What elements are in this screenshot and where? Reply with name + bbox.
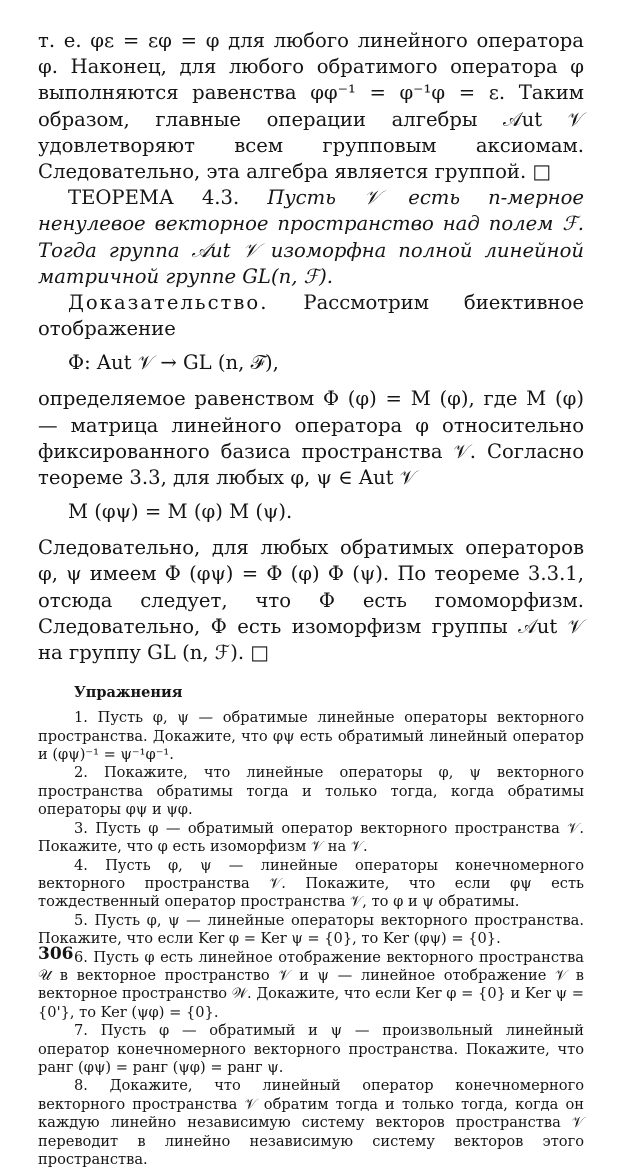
paragraph-1: т. е. φε = εφ = φ для любого линейного оператора φ. Наконец, для любого обратимого оператора φ выполняются равенства φφ⁻¹ = φ⁻¹φ = ε. Таким образом, главные операции алгебры 𝒜ut 𝒱 удовлетворяют всем групповым аксиомам. Следовательно, эта алгебра является группой. □ bbox=[38, 29, 584, 184]
exercises-heading: Упражнения bbox=[74, 684, 183, 702]
theorem-label: ТЕОРЕМА 4.3. bbox=[68, 186, 240, 210]
theorem-statement: Пусть 𝒱 есть n-мерное ненулевое векторное пространство над полем ℱ. Тогда группа 𝒜ut 𝒱 изоморфна полной линейной матричной группе GL(n, ℱ). bbox=[38, 186, 584, 288]
exercise-4: 4. Пусть φ, ψ — линейные операторы конечномерного векторного пространства 𝒱. Покажите, что если φψ есть тождественный оператор пространства 𝒱, то φ и ψ обратимы. bbox=[38, 856, 584, 911]
paragraph-2: определяемое равенством Φ (φ) = M (φ), где M (φ) — матрица линейного оператора φ относительно фиксированного базиса пространства 𝒱. Согласно теореме 3.3, для любых φ, ψ ∈ Aut 𝒱 bbox=[38, 387, 584, 490]
exercise-6: 6. Пусть φ есть линейное отображение векторного пространства 𝒰 в векторное пространство 𝒱 и ψ — линейное отображение 𝒱 в векторное пространство 𝒲. Докажите, что если Ker φ = {0} и Ker ψ = {0'}, то Ker (ψφ) = {0}. bbox=[38, 948, 584, 1021]
exercise-3: 3. Пусть φ — обратимый оператор векторного пространства 𝒱. Покажите, что φ есть изоморфизм 𝒱 на 𝒱. bbox=[38, 819, 584, 856]
formula-matrix-product: M (φψ) = M (φ) M (ψ). bbox=[68, 500, 293, 524]
exercise-1: 1. Пусть φ, ψ — обратимые линейные операторы векторного пространства. Докажите, что φψ есть обратимый линейный оператор и (φψ)⁻¹ = ψ⁻¹φ⁻¹. bbox=[38, 709, 584, 764]
formula-mapping: Φ: Aut 𝒱 → GL (n, ℱ), bbox=[68, 351, 279, 375]
proof-intro bbox=[38, 290, 584, 342]
page-number: 306 bbox=[38, 944, 74, 964]
exercise-8: 8. Докажите, что линейный оператор конечномерного векторного пространства 𝒱 обратим тогда и только тогда, когда он каждую линейно независимую систему векторов пространства 𝒱 переводит в линейно независимую систему векторов этого пространства. bbox=[38, 1077, 584, 1169]
exercise-2: 2. Покажите, что линейные операторы φ, ψ векторного пространства обратимы тогда и только тогда, когда обратимы операторы φψ и ψφ. bbox=[38, 764, 584, 819]
theorem-4-3 bbox=[38, 185, 584, 290]
exercises-list bbox=[38, 709, 584, 1169]
proof-text: Рассмотрим биективное отображение bbox=[38, 291, 584, 341]
paragraph-3: Следовательно, для любых обратимых операторов φ, ψ имеем Φ (φψ) = Φ (φ) Φ (ψ). По теореме 3.3.1, отсюда следует, что Φ есть гомоморфизм. Следовательно, Φ есть изоморфизм группы 𝒜ut 𝒱 на группу GL (n, ℱ). □ bbox=[38, 536, 584, 665]
exercise-7: 7. Пусть φ — обратимый и ψ — произвольный линейный оператор конечномерного векторного пространства. Покажите, что ранг (φψ) = ранг (ψφ) = ранг ψ. bbox=[38, 1022, 584, 1076]
main-text bbox=[38, 28, 584, 666]
proof-label: Доказательство. bbox=[68, 291, 269, 315]
exercise-5: 5. Пусть φ, ψ — линейные операторы векторного пространства. Покажите, что если Ker φ = Ker ψ = {0}, то Ker (φψ) = {0}. bbox=[38, 911, 584, 948]
